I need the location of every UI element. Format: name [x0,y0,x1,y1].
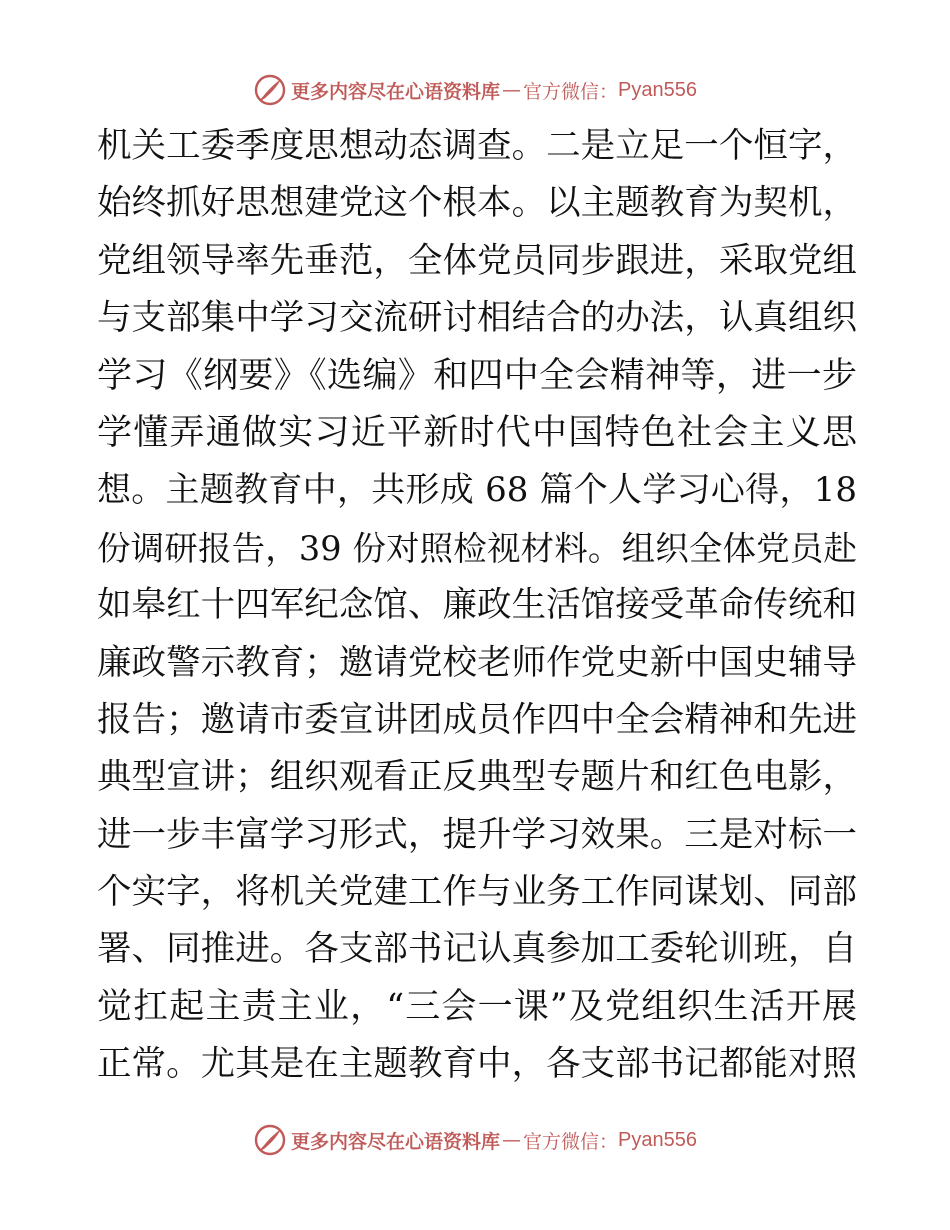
text-line: 署、同推进。各支部书记认真参加工委轮训班，自 [97,929,857,970]
text-line: 份调研报告，39 份对照检视材料。组织全体党员赴 [97,528,857,568]
quill-pen-logo-icon [253,1123,287,1157]
text-line: 想。主题教育中，共形成 68 篇个人学习心得，18 [97,470,857,511]
text-line: 如皋红十四军纪念馆、廉政生活馆接受革命传统和 [97,585,857,626]
text-line: 典型宣讲；组织观看正反典型专题片和红色电影， [97,757,857,798]
quill-pen-logo-icon [253,73,287,107]
banner-wechat-label: 官方微信： [523,1130,619,1153]
text-line: 觉扛起主责主业，“三会一课”及党组织生活开展 [97,986,857,1027]
banner-separator: — [502,79,522,101]
banner-wechat-id: Pyan556 [618,78,697,101]
text-line: 报告；邀请市委宣讲团成员作四中全会精神和先进 [97,699,857,740]
text-line: 学懂弄通做实习近平新时代中国特色社会主义思 [97,412,857,453]
banner-wechat-id: Pyan556 [618,1128,697,1151]
text-line: 机关工委季度思想动态调查。二是立足一个恒字， [97,126,857,166]
banner-site-text: 更多内容尽在心语资料库 [291,80,501,103]
body-paragraph [97,118,857,1094]
header-banner [0,70,950,110]
banner-separator: — [502,1129,522,1151]
text-line: 与支部集中学习交流研讨相结合的办法，认真组织 [97,298,857,339]
text-line: 学习《纲要》《选编》和四中全会精神等，进一步 [97,355,857,396]
banner-wechat-label: 官方微信： [523,80,619,103]
banner-site-text: 更多内容尽在心语资料库 [291,1130,501,1153]
text-line: 党组领导率先垂范，全体党员同步跟进，采取党组 [97,240,857,281]
text-line: 个实字，将机关党建工作与业务工作同谋划、同部 [97,872,857,913]
text-line: 进一步丰富学习形式，提升学习效果。三是对标一 [97,814,857,855]
text-line: 廉政警示教育；邀请党校老师作党史新中国史辅导 [97,642,857,683]
footer-banner [0,1120,950,1160]
text-line: 正常。尤其是在主题教育中，各支部书记都能对照 [97,1044,857,1085]
text-line: 始终抓好思想建党这个根本。以主题教育为契机， [97,183,857,224]
